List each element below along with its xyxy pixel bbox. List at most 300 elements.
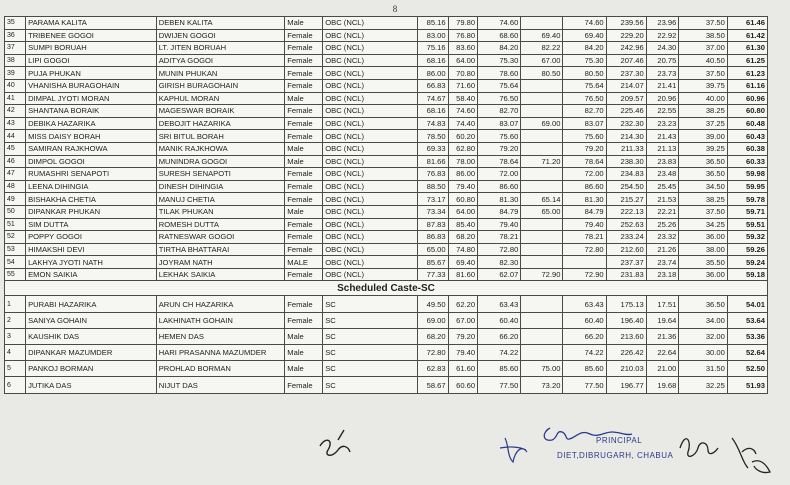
- serial-cell: 39: [5, 67, 26, 80]
- score-4-cell: [521, 142, 563, 155]
- final-score-cell: 61.16: [727, 79, 767, 92]
- guardian-cell: TIRTHA BHATTARAI: [156, 243, 285, 256]
- score-1-cell: 86.00: [418, 67, 449, 80]
- category-cell: SC: [323, 345, 418, 361]
- score-4-cell: [521, 17, 563, 30]
- score-6-cell: 22.55: [646, 105, 679, 118]
- score-5-cell: 84.20: [563, 42, 606, 55]
- score-7-cell: 39.25: [679, 142, 727, 155]
- score-5-cell: 66.20: [563, 328, 606, 344]
- name-cell: KAUSHIK DAS: [26, 328, 157, 344]
- score-1-cell: 87.83: [418, 218, 449, 231]
- category-cell: OBC (NCL): [323, 168, 418, 181]
- score-7-cell: 38.25: [679, 193, 727, 206]
- gender-cell: Male: [285, 142, 323, 155]
- score-2-cell: 74.40: [448, 117, 478, 130]
- score-3-cell: 78.64: [478, 155, 521, 168]
- score-6-cell: 22.92: [646, 29, 679, 42]
- gender-cell: Female: [285, 296, 323, 312]
- gender-cell: Female: [285, 130, 323, 143]
- table-row: [5, 42, 768, 55]
- score-6-cell: 21.00: [646, 361, 679, 377]
- section-title: Scheduled Caste-SC: [5, 281, 768, 296]
- score-2-cell: 79.40: [448, 180, 478, 193]
- serial-cell: 38: [5, 54, 26, 67]
- score-2-cell: 71.60: [448, 79, 478, 92]
- score-6-cell: 21.13: [646, 142, 679, 155]
- name-cell: JUTIKA DAS: [26, 377, 157, 393]
- score-7-cell: 36.00: [679, 268, 727, 281]
- guardian-cell: MANIK RAJKHOWA: [156, 142, 285, 155]
- guardian-cell: MUNIN PHUKAN: [156, 67, 285, 80]
- guardian-cell: TILAK PHUKAN: [156, 205, 285, 218]
- score-4-cell: 73.20: [521, 377, 563, 393]
- category-cell: OBC (NCL): [323, 193, 418, 206]
- final-score-cell: 61.30: [727, 42, 767, 55]
- category-cell: OBC (NCL): [323, 268, 418, 281]
- category-cell: SC: [323, 312, 418, 328]
- name-cell: RUMASHRI SENAPOTI: [26, 168, 157, 181]
- table-row: [5, 218, 768, 231]
- gender-cell: Female: [285, 79, 323, 92]
- score-6-cell: 23.23: [646, 117, 679, 130]
- score-4-cell: [521, 243, 563, 256]
- final-score-cell: 60.33: [727, 155, 767, 168]
- total-cell: 226.42: [606, 345, 646, 361]
- score-7-cell: 36.50: [679, 168, 727, 181]
- table-row: [5, 231, 768, 244]
- category-cell: OBC (NCL): [323, 243, 418, 256]
- category-cell: OBC (NCL): [323, 218, 418, 231]
- score-7-cell: 36.50: [679, 296, 727, 312]
- score-3-cell: 82.30: [478, 256, 521, 269]
- final-score-cell: 59.78: [727, 193, 767, 206]
- category-cell: OBC (NCL): [323, 29, 418, 42]
- score-4-cell: [521, 130, 563, 143]
- table-row: [5, 105, 768, 118]
- score-6-cell: 23.32: [646, 231, 679, 244]
- gender-cell: Male: [285, 155, 323, 168]
- total-cell: 238.30: [606, 155, 646, 168]
- score-6-cell: 21.43: [646, 130, 679, 143]
- score-1-cell: 68.16: [418, 105, 449, 118]
- table-row: [5, 67, 768, 80]
- score-5-cell: 75.60: [563, 130, 606, 143]
- name-cell: LIPI GOGOI: [26, 54, 157, 67]
- score-1-cell: 88.50: [418, 180, 449, 193]
- score-3-cell: 66.20: [478, 328, 521, 344]
- score-1-cell: 49.50: [418, 296, 449, 312]
- score-3-cell: 85.60: [478, 361, 521, 377]
- total-cell: 239.56: [606, 17, 646, 30]
- score-7-cell: 36.50: [679, 155, 727, 168]
- score-5-cell: 74.60: [563, 17, 606, 30]
- score-6-cell: 21.26: [646, 243, 679, 256]
- category-cell: OBC (NCL): [323, 155, 418, 168]
- final-score-cell: 59.51: [727, 218, 767, 231]
- score-7-cell: 38.50: [679, 29, 727, 42]
- category-cell: OBC (NCL): [323, 180, 418, 193]
- score-1-cell: 65.00: [418, 243, 449, 256]
- final-score-cell: 59.71: [727, 205, 767, 218]
- serial-cell: 43: [5, 117, 26, 130]
- name-cell: MISS DAISY BORAH: [26, 130, 157, 143]
- score-7-cell: 36.00: [679, 231, 727, 244]
- score-3-cell: 84.79: [478, 205, 521, 218]
- score-7-cell: 34.50: [679, 180, 727, 193]
- score-5-cell: 84.79: [563, 205, 606, 218]
- category-cell: OBC (NCL): [323, 256, 418, 269]
- score-6-cell: 23.74: [646, 256, 679, 269]
- gender-cell: Female: [285, 54, 323, 67]
- guardian-cell: ADITYA GOGOI: [156, 54, 285, 67]
- score-7-cell: 40.50: [679, 54, 727, 67]
- name-cell: DIMPOL GOGOI: [26, 155, 157, 168]
- serial-cell: 1: [5, 296, 26, 312]
- score-3-cell: 68.60: [478, 29, 521, 42]
- score-7-cell: 30.00: [679, 345, 727, 361]
- score-6-cell: 21.53: [646, 193, 679, 206]
- score-3-cell: 78.21: [478, 231, 521, 244]
- score-4-cell: [521, 328, 563, 344]
- category-cell: OBC (NCL): [323, 142, 418, 155]
- guardian-cell: ROMESH DUTTA: [156, 218, 285, 231]
- total-cell: 242.96: [606, 42, 646, 55]
- category-cell: OBC (NCL): [323, 17, 418, 30]
- final-score-cell: 54.01: [727, 296, 767, 312]
- total-cell: 212.60: [606, 243, 646, 256]
- category-cell: OBC (NCL): [323, 79, 418, 92]
- total-cell: 234.83: [606, 168, 646, 181]
- category-cell: OBC (NCL): [323, 130, 418, 143]
- serial-cell: 42: [5, 105, 26, 118]
- score-6-cell: 24.30: [646, 42, 679, 55]
- total-cell: 214.07: [606, 79, 646, 92]
- guardian-cell: LT. JITEN BORUAH: [156, 42, 285, 55]
- score-6-cell: 22.21: [646, 205, 679, 218]
- name-cell: DEBIKA HAZARIKA: [26, 117, 157, 130]
- signature-5: [732, 438, 770, 473]
- serial-cell: 44: [5, 130, 26, 143]
- score-2-cell: 78.00: [448, 155, 478, 168]
- score-4-cell: [521, 231, 563, 244]
- final-score-cell: 59.18: [727, 268, 767, 281]
- score-5-cell: 79.40: [563, 218, 606, 231]
- name-cell: SAMIRAN RAJKHOWA: [26, 142, 157, 155]
- serial-cell: 50: [5, 205, 26, 218]
- name-cell: LEENA DIHINGIA: [26, 180, 157, 193]
- signature-1: [320, 430, 350, 455]
- score-7-cell: 34.00: [679, 312, 727, 328]
- guardian-cell: MAGESWAR BORAIK: [156, 105, 285, 118]
- final-score-cell: 53.36: [727, 328, 767, 344]
- final-score-cell: 52.64: [727, 345, 767, 361]
- score-2-cell: 60.80: [448, 193, 478, 206]
- score-4-cell: [521, 218, 563, 231]
- gender-cell: Male: [285, 345, 323, 361]
- score-3-cell: 72.00: [478, 168, 521, 181]
- total-cell: 233.24: [606, 231, 646, 244]
- table-row: [5, 243, 768, 256]
- serial-cell: 55: [5, 268, 26, 281]
- score-2-cell: 62.80: [448, 142, 478, 155]
- score-2-cell: 64.00: [448, 54, 478, 67]
- category-cell: SC: [323, 328, 418, 344]
- score-4-cell: 82.22: [521, 42, 563, 55]
- score-6-cell: 17.51: [646, 296, 679, 312]
- table-row: [5, 296, 768, 312]
- score-5-cell: 85.60: [563, 361, 606, 377]
- score-3-cell: 63.43: [478, 296, 521, 312]
- table-row: [5, 168, 768, 181]
- score-2-cell: 60.20: [448, 130, 478, 143]
- score-4-cell: [521, 92, 563, 105]
- final-score-cell: 53.64: [727, 312, 767, 328]
- score-4-cell: 80.50: [521, 67, 563, 80]
- score-6-cell: 20.75: [646, 54, 679, 67]
- serial-cell: 48: [5, 180, 26, 193]
- name-cell: PUJA PHUKAN: [26, 67, 157, 80]
- table-row: [5, 29, 768, 42]
- guardian-cell: JOYRAM NATH: [156, 256, 285, 269]
- serial-cell: 53: [5, 243, 26, 256]
- final-score-cell: 59.24: [727, 256, 767, 269]
- stamp-principal: PRINCIPAL: [596, 436, 643, 445]
- score-5-cell: 76.50: [563, 92, 606, 105]
- score-7-cell: 39.00: [679, 130, 727, 143]
- score-3-cell: 75.64: [478, 79, 521, 92]
- guardian-cell: GIRISH BURAGOHAIN: [156, 79, 285, 92]
- score-1-cell: 58.67: [418, 377, 449, 393]
- score-5-cell: 83.07: [563, 117, 606, 130]
- score-2-cell: 85.40: [448, 218, 478, 231]
- score-3-cell: 82.70: [478, 105, 521, 118]
- table-row: [5, 377, 768, 393]
- final-score-cell: 59.32: [727, 231, 767, 244]
- score-2-cell: 64.00: [448, 205, 478, 218]
- score-6-cell: 19.64: [646, 312, 679, 328]
- score-5-cell: [563, 256, 606, 269]
- score-2-cell: 74.60: [448, 105, 478, 118]
- gender-cell: Female: [285, 67, 323, 80]
- score-1-cell: 81.66: [418, 155, 449, 168]
- final-score-cell: 51.93: [727, 377, 767, 393]
- score-1-cell: 66.83: [418, 79, 449, 92]
- guardian-cell: DEBEN KALITA: [156, 17, 285, 30]
- guardian-cell: DWIJEN GOGOI: [156, 29, 285, 42]
- serial-cell: 37: [5, 42, 26, 55]
- score-2-cell: 69.40: [448, 256, 478, 269]
- table-row: [5, 142, 768, 155]
- score-4-cell: [521, 79, 563, 92]
- score-4-cell: [521, 296, 563, 312]
- final-score-cell: 61.23: [727, 67, 767, 80]
- score-3-cell: 83.07: [478, 117, 521, 130]
- gender-cell: Female: [285, 312, 323, 328]
- score-4-cell: 71.20: [521, 155, 563, 168]
- name-cell: VHANISHA BURAGOHAIN: [26, 79, 157, 92]
- total-cell: 175.13: [606, 296, 646, 312]
- gender-cell: Female: [285, 105, 323, 118]
- name-cell: SHANTANA BORAIK: [26, 105, 157, 118]
- score-3-cell: 79.20: [478, 142, 521, 155]
- score-4-cell: 65.14: [521, 193, 563, 206]
- guardian-cell: NIJUT DAS: [156, 377, 285, 393]
- final-score-cell: 60.48: [727, 117, 767, 130]
- score-2-cell: 79.80: [448, 17, 478, 30]
- final-score-cell: 59.26: [727, 243, 767, 256]
- signature-2: [500, 438, 527, 462]
- category-cell: OBC (NCL): [323, 117, 418, 130]
- gender-cell: Female: [285, 268, 323, 281]
- category-cell: OBC (NCL): [323, 67, 418, 80]
- score-1-cell: 68.20: [418, 328, 449, 344]
- total-cell: 229.20: [606, 29, 646, 42]
- total-cell: 213.60: [606, 328, 646, 344]
- score-3-cell: 79.40: [478, 218, 521, 231]
- table-row: [5, 79, 768, 92]
- final-score-cell: 60.38: [727, 142, 767, 155]
- score-2-cell: 86.00: [448, 168, 478, 181]
- guardian-cell: MUNINDRA GOGOI: [156, 155, 285, 168]
- score-1-cell: 74.67: [418, 92, 449, 105]
- score-6-cell: 21.41: [646, 79, 679, 92]
- score-5-cell: 75.64: [563, 79, 606, 92]
- total-cell: 222.13: [606, 205, 646, 218]
- score-5-cell: 80.50: [563, 67, 606, 80]
- score-1-cell: 73.34: [418, 205, 449, 218]
- final-score-cell: 61.46: [727, 17, 767, 30]
- total-cell: 231.83: [606, 268, 646, 281]
- score-5-cell: 72.90: [563, 268, 606, 281]
- score-5-cell: 82.70: [563, 105, 606, 118]
- score-5-cell: 69.40: [563, 29, 606, 42]
- score-1-cell: 73.17: [418, 193, 449, 206]
- score-3-cell: 76.50: [478, 92, 521, 105]
- name-cell: TRIBENEE GOGOI: [26, 29, 157, 42]
- name-cell: POPPY GOGOI: [26, 231, 157, 244]
- score-4-cell: [521, 256, 563, 269]
- score-2-cell: 81.60: [448, 268, 478, 281]
- table-row: [5, 268, 768, 281]
- gender-cell: Female: [285, 231, 323, 244]
- score-4-cell: 69.40: [521, 29, 563, 42]
- name-cell: PURABI HAZARIKA: [26, 296, 157, 312]
- serial-cell: 45: [5, 142, 26, 155]
- total-cell: 237.37: [606, 256, 646, 269]
- table-row: [5, 312, 768, 328]
- total-cell: 252.63: [606, 218, 646, 231]
- score-6-cell: 19.68: [646, 377, 679, 393]
- score-6-cell: 23.48: [646, 168, 679, 181]
- score-1-cell: 74.83: [418, 117, 449, 130]
- gender-cell: Male: [285, 328, 323, 344]
- gender-cell: Female: [285, 193, 323, 206]
- score-1-cell: 85.67: [418, 256, 449, 269]
- gender-cell: Male: [285, 17, 323, 30]
- guardian-cell: PROHLAD BORMAN: [156, 361, 285, 377]
- score-2-cell: 79.40: [448, 345, 478, 361]
- score-2-cell: 70.80: [448, 67, 478, 80]
- score-4-cell: [521, 168, 563, 181]
- score-7-cell: 31.50: [679, 361, 727, 377]
- category-cell: OBC (NCL): [323, 54, 418, 67]
- gender-cell: Female: [285, 117, 323, 130]
- score-2-cell: 74.80: [448, 243, 478, 256]
- category-cell: SC: [323, 296, 418, 312]
- category-cell: OBC (NCL): [323, 92, 418, 105]
- table-row: [5, 361, 768, 377]
- guardian-cell: SRI BITUL BORAH: [156, 130, 285, 143]
- category-cell: OBC (NCL): [323, 231, 418, 244]
- merit-list-table: [4, 16, 768, 394]
- score-2-cell: 67.00: [448, 312, 478, 328]
- score-6-cell: 23.96: [646, 17, 679, 30]
- score-1-cell: 69.00: [418, 312, 449, 328]
- score-1-cell: 77.33: [418, 268, 449, 281]
- score-4-cell: [521, 180, 563, 193]
- final-score-cell: 59.95: [727, 180, 767, 193]
- score-5-cell: 79.20: [563, 142, 606, 155]
- score-3-cell: 60.40: [478, 312, 521, 328]
- category-cell: SC: [323, 377, 418, 393]
- total-cell: 215.27: [606, 193, 646, 206]
- score-7-cell: 37.50: [679, 205, 727, 218]
- table-row: [5, 193, 768, 206]
- serial-cell: 46: [5, 155, 26, 168]
- score-5-cell: 63.43: [563, 296, 606, 312]
- score-1-cell: 78.50: [418, 130, 449, 143]
- score-3-cell: 74.60: [478, 17, 521, 30]
- score-5-cell: 78.21: [563, 231, 606, 244]
- guardian-cell: HEMEN DAS: [156, 328, 285, 344]
- score-4-cell: 67.00: [521, 54, 563, 67]
- gender-cell: Female: [285, 42, 323, 55]
- score-6-cell: 25.26: [646, 218, 679, 231]
- score-5-cell: 72.00: [563, 168, 606, 181]
- score-7-cell: 37.00: [679, 42, 727, 55]
- score-3-cell: 72.80: [478, 243, 521, 256]
- score-6-cell: 22.64: [646, 345, 679, 361]
- score-1-cell: 85.16: [418, 17, 449, 30]
- score-1-cell: 75.16: [418, 42, 449, 55]
- score-4-cell: 75.00: [521, 361, 563, 377]
- score-2-cell: 61.60: [448, 361, 478, 377]
- guardian-cell: MANUJ CHETIA: [156, 193, 285, 206]
- score-6-cell: 23.83: [646, 155, 679, 168]
- final-score-cell: 52.50: [727, 361, 767, 377]
- score-6-cell: 23.73: [646, 67, 679, 80]
- gender-cell: Female: [285, 29, 323, 42]
- score-4-cell: [521, 312, 563, 328]
- table-row: [5, 155, 768, 168]
- score-2-cell: 83.60: [448, 42, 478, 55]
- guardian-cell: HARI PRASANNA MAZUMDER: [156, 345, 285, 361]
- score-1-cell: 83.00: [418, 29, 449, 42]
- serial-cell: 52: [5, 231, 26, 244]
- gender-cell: Male: [285, 92, 323, 105]
- score-4-cell: 65.00: [521, 205, 563, 218]
- name-cell: DIPANKAR MAZUMDER: [26, 345, 157, 361]
- table-row: [5, 92, 768, 105]
- table-row: [5, 180, 768, 193]
- score-5-cell: 78.64: [563, 155, 606, 168]
- score-1-cell: 72.80: [418, 345, 449, 361]
- score-3-cell: 62.07: [478, 268, 521, 281]
- final-score-cell: 61.42: [727, 29, 767, 42]
- total-cell: 210.03: [606, 361, 646, 377]
- name-cell: SUMPI BORUAH: [26, 42, 157, 55]
